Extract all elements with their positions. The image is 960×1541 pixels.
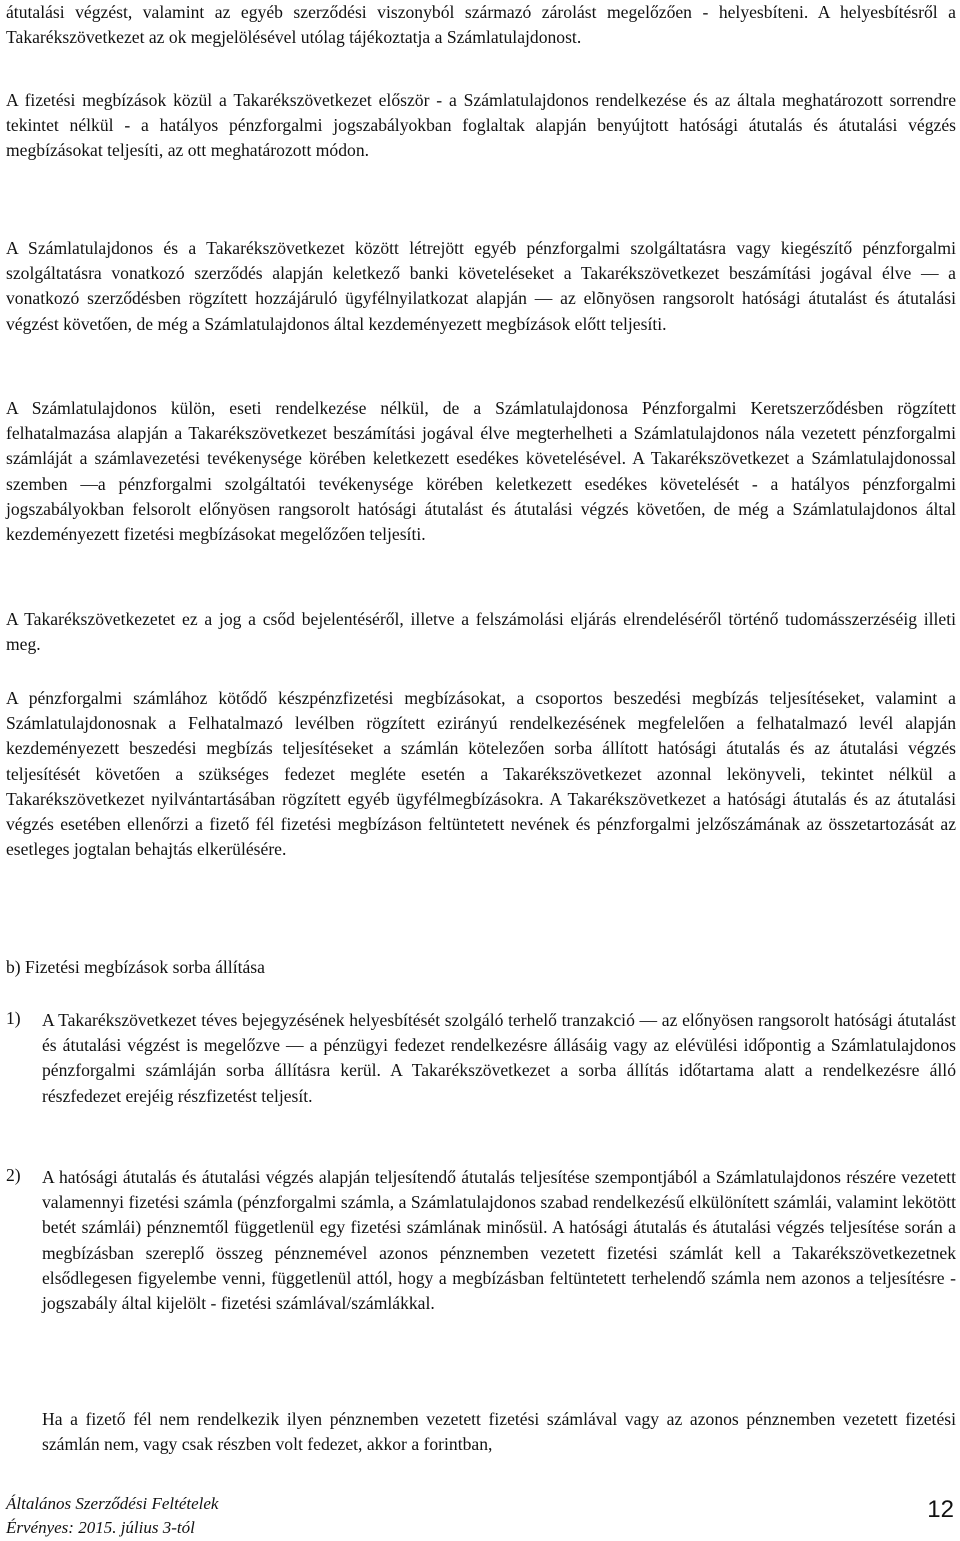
page-footer xyxy=(6,1492,218,1540)
footer-validity: Érvényes: 2015. július 3-tól xyxy=(6,1518,195,1537)
paragraph-account-debit: A Számlatulajdonos külön, eseti rendelkezése nélkül, de a Számlatulajdonosa Pénzforgalmi Keretszerződésben rögzített felhatalmazása alapján a Takarékszövetkezet beszámítási jogával élve megterhelheti a Számlatulajdonos nála vezetett pénzforgalmi számláját a számlavezetési tevékenysége körében keletkezett esedékes követelésével. A Takarékszövetkezet a Számlatulajdonossal szemben —a pénzforgalmi szolgáltatói tevékenysége körében keletkezett esedékes követelését - a hatályos pénzforgalmi jogszabályokban felsorolt előnyösen rangsorolt hatósági átutalást és átutalási végzés követően, de még a Számlatulajdonos által kezdeményezett fizetési megbízásokat megelőzően teljesíti. xyxy=(6,398,956,545)
page-number: 12 xyxy=(927,1496,954,1523)
paragraph-currency-fallback: Ha a fizető fél nem rendelkezik ilyen pénznemben vezetett fizetési számlával vagy az azonos pénznemben vezetett fizetési számlán nem, vagy csak részben volt fedezet, akkor a forintban, xyxy=(42,1409,956,1455)
paragraph-priority-orders: A fizetési megbízások közül a Takarékszövetkezet először - a Számlatulajdonos rendelkezése és az általa meghatározott sorrendre tekintet nélkül - a hatályos pénzforgalmi jogszabályokban foglaltak alapján benyújtott hatósági átutalás és átutalási végzés megbízásokat teljesíti, az ott meghatározott módon. xyxy=(6,90,956,161)
list-item-number: 2) xyxy=(6,1165,21,1185)
list-item-number: 1) xyxy=(6,1008,21,1028)
section-heading: b) Fizetési megbízások sorba állítása xyxy=(6,957,265,977)
footer-title: Általános Szerződési Feltételek xyxy=(6,1494,219,1513)
paragraph-correction: átutalási végzést, valamint az egyéb szerződési viszonyból származó zárolást megelőzően - helyesbíteni. A helyesbítésről a Takarékszövetkezet az ok megjelölésével utólag tájékoztatja a Számlatulajdonost. xyxy=(6,2,956,48)
list-item-text: A Takarékszövetkezet téves bejegyzésének helyesbítését szolgáló terhelő tranzakció — az előnyösen rangsorolt hatósági átutalást és átutalási végzést is megelőzve — a pénzügyi fedezet rendelkezésre állásáig vagy az elévülési időpontig a Számlatulajdonos pénzforgalmi számláján sorba állításra kerül. A Takarékszövetkezet a sorba állítás időtartama alatt a rendelkezésre álló részfedezet erejéig részfizetést teljesít. xyxy=(42,1010,956,1106)
list-item xyxy=(6,1165,956,1316)
list-item xyxy=(6,1008,956,1109)
paragraph-bankruptcy-right: A Takarékszövetkezetet ez a jog a csőd bejelentéséről, illetve a felszámolási eljárás elrendeléséről történő tudomásszerzéséig illeti meg. xyxy=(6,609,956,655)
list-item-text: A hatósági átutalás és átutalási végzés alapján teljesítendő átutalás teljesítése szempontjából a Számlatulajdonos részére vezetett valamennyi fizetési számla (pénzforgalmi számla, a Számlatulajdonos szabad rendelkezésű elkülönített számlái, valamint lekötött betét számlái) pénznemtől függetlenül egy fizetési számlának minősül. A hatósági átutalás és átutalási végzés teljesítése során a megbízásban szereplő összeg pénznemével azonos pénznemben vezetett fizetési számlát kell a Takarékszövetkezetnek elsődlegesen figyelembe venni, függetlenül attól, hogy a megbízásban feltüntetett terhelendő számla nem azonos a teljesítésre - jogszabály által kijelölt - fizetési számlával/számlákkal. xyxy=(42,1167,956,1314)
paragraph-set-off-claims: A Számlatulajdonos és a Takarékszövetkezet között létrejött egyéb pénzforgalmi szolgáltatásra vagy kiegészítő pénzforgalmi szolgáltatásra vonatkozó szerződés alapján keletkező banki követeléseket a Takarékszövetkezet beszámítási jogával élve — a vonatkozó szerződésben rögzített hozzájáruló ügyfélnyilatkozat alapján — az elõnyösen rangsorolt hatósági átutalást és átutalási végzést követően, de még a Számlatulajdonos által kezdeményezett megbízások előtt teljesíti. xyxy=(6,238,956,334)
paragraph-cash-orders: A pénzforgalmi számlához kötődő készpénzfizetési megbízásokat, a csoportos beszedési megbízás teljesítéseket, valamint a Számlatulajdonosnak a Felhatalmazó levélben rögzített ezirányú rendelkezésének megfelelően a felhatalmazó levél alapján kezdeményezett beszedési megbízás teljesítéseket a számlán kötelezően sorba állított hatósági átutalás és az átutalási végzés teljesítését követően a szükséges fedezet megléte esetén a Takarékszövetkezet azonnal lekönyveli, tekintet nélkül a Takarékszövetkezet nyilvántartásában rögzített egyéb ügyfélmegbízásokra. A Takarékszövetkezet a hatósági átutalás és az átutalási végzés esetében ellenőrzi a fizető fél fizetési megbízáson feltüntetett nevének és pénzforgalmi jelzőszámának az összetartozását az esetleges jogtalan behajtás elkerülésére. xyxy=(6,688,956,860)
